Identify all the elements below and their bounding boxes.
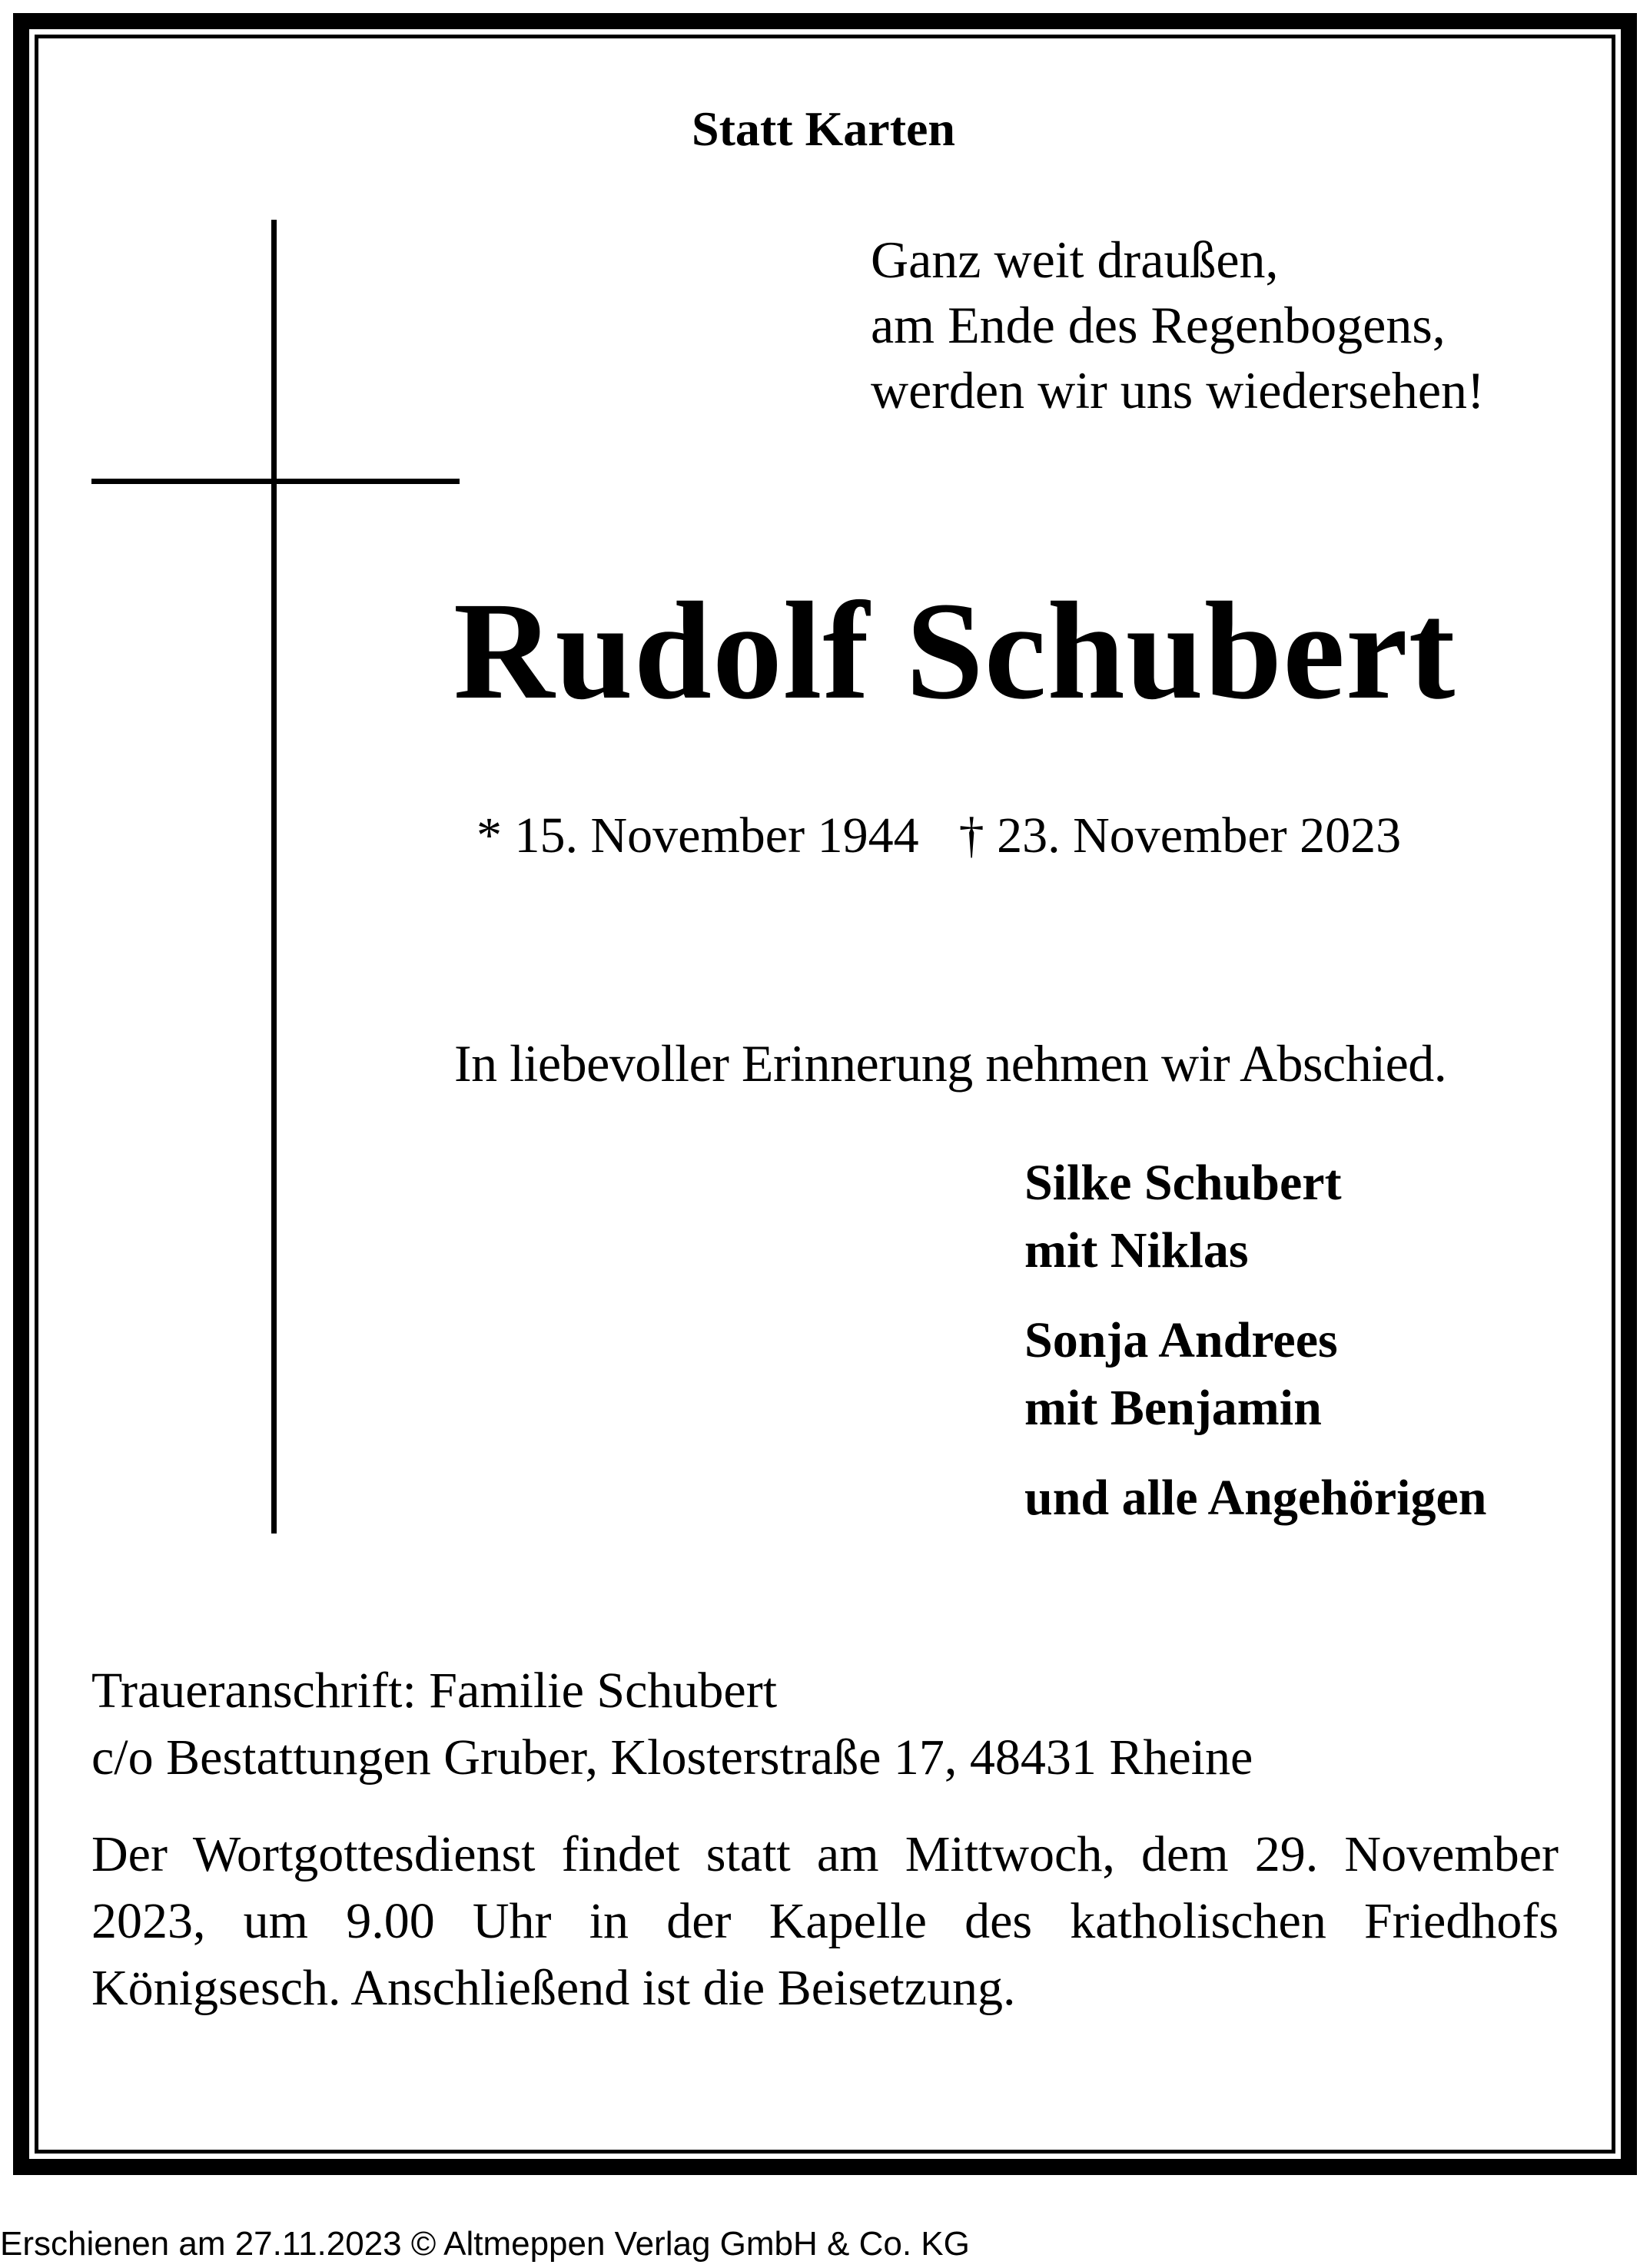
death-date: † 23. November 2023 — [958, 807, 1402, 864]
poem-line: Ganz weit draußen, — [871, 230, 1279, 289]
address-line: Traueranschrift: Familie Schubert — [91, 1663, 778, 1719]
mourner-name: und alle Angehörigen — [1024, 1470, 1487, 1526]
poem-line: werden wir uns wiedersehen! — [871, 361, 1485, 419]
statt-karten-text: Statt Karten — [691, 101, 956, 156]
poem-line: am Ende des Regenbogens, — [871, 296, 1446, 354]
mourner-group — [1024, 1464, 1609, 1532]
mourners-list — [1024, 1149, 1609, 1554]
mourner-name: Silke Schubert — [1024, 1155, 1342, 1211]
mourner-name: mit Benjamin — [1024, 1380, 1322, 1436]
mourner-group — [1024, 1149, 1609, 1285]
publication-footer: Erschienen am 27.11.2023 © Altmeppen Verlag GmbH & Co. KG — [0, 2225, 970, 2263]
birth-date: * 15. November 1944 — [476, 807, 919, 864]
deceased-name: Rudolf Schubert — [453, 574, 1456, 728]
cross-icon-vertical-bar — [271, 220, 277, 1534]
mourner-group — [1024, 1307, 1609, 1442]
cross-icon-horizontal-bar — [91, 479, 460, 484]
life-dates — [476, 805, 1568, 867]
address-line: c/o Bestattungen Gruber, Klosterstraße 17, 48431 Rheine — [91, 1729, 1253, 1786]
poem — [871, 227, 1609, 423]
mourning-address — [91, 1657, 1567, 1791]
service-info: Der Wortgottesdienst findet statt am Mittwoch, dem 29. November 2023, um 9.00 Uhr in der Kapelle des katholischen Friedhofs Königsesch. Anschließend ist die Beisetzung. — [91, 1826, 1559, 2016]
farewell-text: In liebevoller Erinnerung nehmen wir Abschied. — [454, 1034, 1447, 1093]
mourner-name: Sonja Andrees — [1024, 1312, 1338, 1368]
statt-karten-heading — [0, 98, 1650, 160]
mourner-name: mit Niklas — [1024, 1222, 1249, 1278]
